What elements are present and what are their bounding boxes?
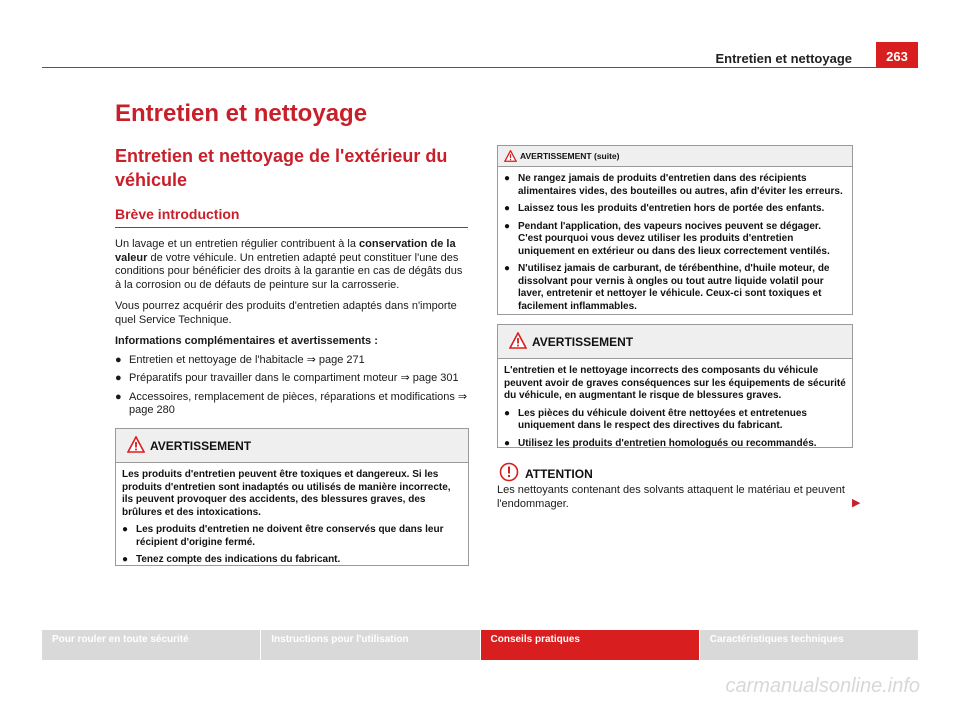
intro-paragraph-2: Vous pourrez acquérir des produits d'entretien adaptés dans n'importe quel Service Technique. xyxy=(115,300,457,326)
warning-box-header xyxy=(498,146,852,167)
warning-box-body xyxy=(498,359,852,459)
warning-triangle-icon xyxy=(127,436,145,458)
bullet-icon: ● xyxy=(504,173,511,184)
bullet-icon: ● xyxy=(115,390,122,403)
list-item: ● Les pièces du véhicule doivent être nettoyées et entretenues uniquement dans le respect des directives du fabricant. xyxy=(504,407,807,431)
chapter-title: Entretien et nettoyage xyxy=(115,100,368,127)
list-item: ● Accessoires, remplacement de pièces, réparations et modifications ⇒ page 280 xyxy=(115,390,468,416)
header-title: Entretien et nettoyage xyxy=(715,51,852,66)
warning-box-header xyxy=(498,325,852,359)
bullet-icon: ● xyxy=(122,524,129,535)
intro-column xyxy=(115,238,468,423)
bullet-icon: ● xyxy=(504,263,511,274)
footer-nav xyxy=(42,630,918,660)
bullet-icon: ● xyxy=(504,220,511,232)
list-item: ● Préparatifs pour travailler dans le compartiment moteur ⇒ page 301 xyxy=(115,372,459,384)
attention-text: Les nettoyants contenant des solvants attaquent le matériau et peuvent l'endommager. xyxy=(497,484,845,510)
footer-tab-practical-tips[interactable]: Conseils pratiques xyxy=(481,630,700,660)
list-item: ● Utilisez les produits d'entretien homologués ou recommandés. xyxy=(504,437,817,449)
warning-paragraph: Les produits d'entretien peuvent être toxiques et dangereux. Si les produits d'entretien sont inadaptés ou utilisés de manière incorrecte, ils peuvent provoquer des accidents, des blessures graves, des brûlures et des intoxications. xyxy=(122,469,451,518)
warning-paragraph: L'entretien et le nettoyage incorrects des composants du véhicule peuvent avoir de graves conséquences sur les équipements de sécurité du véhicule, en augmentant le risque de blessures graves. xyxy=(504,365,846,401)
watermark: carmanualsonline.info xyxy=(725,675,920,697)
warning-box-header xyxy=(116,429,468,463)
list-item: ● Entretien et nettoyage de l'habitacle ⇒ page 271 xyxy=(115,353,365,366)
list-item: ● Les produits d'entretien ne doivent être conservés que dans leur récipient d'origine fermé. xyxy=(122,524,444,548)
warning-box-title: AVERTISSEMENT xyxy=(532,335,634,349)
list-item: ● N'utilisez jamais de carburant, de térébenthine, d'huile moteur, de dissolvant pour vernis à ongles ou tout autre liquide volatil pour laver, entretenir et nettoyer le véhicule. Ceux-ci sont toxiques et facilement inflammables. xyxy=(504,263,830,312)
footer-tab-instructions[interactable]: Instructions pour l'utilisation xyxy=(261,630,480,660)
info-heading: Informations complémentaires et avertissements : xyxy=(115,335,378,347)
list-item: ● Tenez compte des indications du fabricant. xyxy=(122,554,341,565)
warning-continued-box xyxy=(497,145,853,315)
bullet-icon: ● xyxy=(504,437,511,449)
attention-title: ATTENTION xyxy=(525,467,593,481)
bullet-icon: ● xyxy=(504,407,511,419)
subsection-rule xyxy=(115,227,468,228)
warning-triangle-icon xyxy=(504,149,517,167)
intro-paragraph-1: Un lavage et un entretien régulier contribuent à la conservation de la valeur de votre véhicule. Un entretien adapté peut constituer l'une des conditions pour bénéficier des droits à la garantie en cas de dégâts dus à la corrosion ou de défauts de peinture sur la carrosserie. xyxy=(115,238,463,291)
footer-tab-safety[interactable]: Pour rouler en toute sécurité xyxy=(42,630,261,660)
continue-arrow-icon: ▶ xyxy=(852,497,861,509)
warning-box-body xyxy=(498,167,852,322)
footer-tab-technical-specs[interactable]: Caractéristiques techniques xyxy=(700,630,918,660)
subsection-title: Brève introduction xyxy=(115,206,240,222)
warning-triangle-icon xyxy=(509,332,527,354)
list-item: ● Ne rangez jamais de produits d'entretien dans des récipients alimentaires vides, des bouteilles ou autres, afin d'éviter les erreurs. xyxy=(504,173,843,197)
warning-box-left xyxy=(115,428,469,566)
warning-box-right xyxy=(497,324,853,448)
bullet-icon: ● xyxy=(122,554,129,565)
warning-box-body xyxy=(116,463,468,576)
section-title: Entretien et nettoyage de l'extérieur du véhicule xyxy=(115,146,448,190)
bullet-icon: ● xyxy=(115,372,122,384)
warning-box-title: AVERTISSEMENT xyxy=(150,439,252,453)
list-item: ● Pendant l'application, des vapeurs nocives peuvent se dégager. C'est pourquoi vous devez utiliser les produits d'entretien uniquement en extérieur ou dans des lieux correctement ventilés. xyxy=(504,220,830,257)
bullet-icon: ● xyxy=(504,203,511,214)
header-rule xyxy=(42,67,876,68)
bullet-icon: ● xyxy=(115,353,122,366)
list-item: ● Laissez tous les produits d'entretien hors de portée des enfants. xyxy=(504,203,825,214)
page-number: 263 xyxy=(876,42,918,68)
warning-box-title: AVERTISSEMENT (suite) xyxy=(520,151,620,161)
